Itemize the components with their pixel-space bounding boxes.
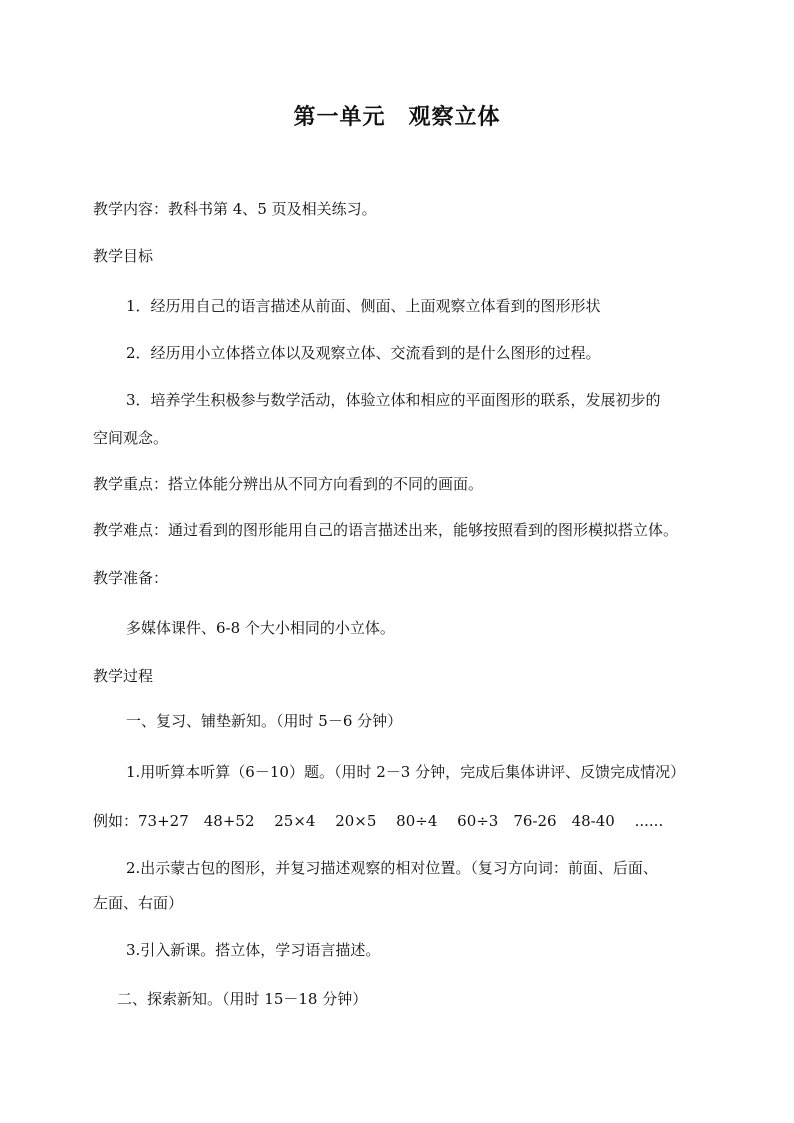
teaching-goals-heading: 教学目标: [93, 247, 154, 265]
step-3: 3.引入新课。搭立体，学习语言描述。: [126, 941, 381, 959]
step-1: 1.用听算本听算（6－10）题。（用时 2－3 分钟，完成后集体讲评、反馈完成情况）: [126, 763, 686, 781]
teaching-focus: 教学重点：搭立体能分辨出从不同方向看到的不同的画面。: [93, 475, 484, 493]
teaching-preparation-heading: 教学准备：: [93, 569, 169, 587]
teaching-preparation-detail: 多媒体课件、6-8 个大小相同的小立体。: [126, 619, 395, 637]
teaching-content-line: 教学内容：教科书第 4、5 页及相关练习。: [93, 200, 377, 218]
goal-2: 2．经历用小立体搭立体以及观察立体、交流看到的是什么图形的过程。: [126, 344, 601, 362]
example-calculations: 例如：73+27 48+52 25×4 20×5 80÷4 60÷3 76-26 48-40 ......: [93, 812, 664, 830]
teaching-difficulty: 教学难点：通过看到的图形能用自己的语言描述出来，能够按照看到的图形模拟搭立体。: [93, 521, 679, 539]
section-one-heading: 一、复习、铺垫新知。（用时 5－6 分钟）: [126, 712, 403, 730]
goal-3-line-1: 3．培养学生积极参与数学活动，体验立体和相应的平面图形的联系，发展初步的: [126, 391, 661, 409]
page-title: 第一单元 观察立体: [293, 104, 501, 130]
goal-1: 1．经历用自己的语言描述从前面、侧面、上面观察立体看到的图形形状: [126, 297, 601, 315]
step-2-line-1: 2.出示蒙古包的图形，并复习描述观察的相对位置。（复习方向词：前面、后面、: [126, 859, 658, 877]
step-2-line-2: 左面、右面）: [93, 894, 184, 912]
teaching-process-heading: 教学过程: [93, 667, 154, 685]
section-two-heading: 二、探索新知。（用时 15－18 分钟）: [117, 990, 368, 1008]
goal-3-line-2: 空间观念。: [93, 429, 169, 447]
